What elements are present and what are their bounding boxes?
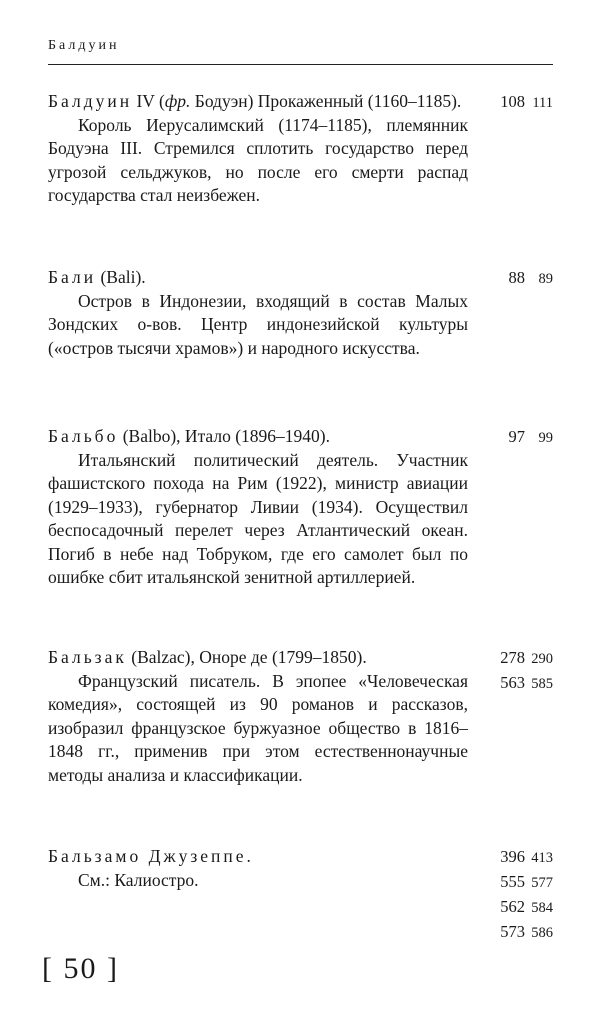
page-ref: 278	[500, 648, 525, 667]
entry-heading-text: (Balbo), Итало (1896–1940).	[118, 426, 330, 446]
entry-balzac	[48, 646, 553, 805]
entry-heading-text: IV (	[132, 91, 165, 111]
page-ref-secondary: 89	[538, 271, 553, 287]
page-ref: 563	[500, 673, 525, 692]
page-number: [ 50 ]	[42, 952, 119, 985]
entry-name: Бальзак	[48, 647, 127, 667]
entry-heading	[48, 845, 468, 869]
entry-name: Балдуин	[48, 91, 133, 111]
running-head: Балдуин	[48, 38, 120, 53]
page-ref: 97	[508, 427, 525, 446]
entry-description: Король Иерусалимский (1174–1185), племянник Бодуэна III. Стремился сплотить государство перед угрозой сельджуков, но после его смерти распад государства стал неизбежен.	[48, 114, 468, 205]
page-ref-row	[489, 90, 553, 115]
entry-bali	[48, 266, 553, 378]
entry-balsamo	[48, 845, 553, 941]
page-ref: 573	[500, 922, 525, 941]
page-references	[489, 266, 553, 291]
page-ref-row	[489, 425, 553, 450]
entry-name: Бальбо	[48, 426, 119, 446]
entry-description: Французский писатель. В эпопее «Человеческая комедия», состоящей из 90 романов и рассказов, изобразил французское буржуазное общество в 1816–1848 гг., применив при этом естественнонаучные методы анализа и классификации.	[48, 670, 468, 785]
language-abbrev: фр.	[164, 91, 191, 111]
page-ref: 88	[508, 268, 525, 287]
page-ref-row	[489, 671, 553, 696]
page-ref-secondary: 586	[531, 925, 553, 941]
page-ref-secondary: 111	[532, 95, 553, 111]
entry-heading-text: (Balzac), Оноре де (1799–1850).	[126, 647, 367, 667]
header-rule	[48, 64, 553, 65]
page-references	[489, 845, 553, 945]
page-ref: 555	[500, 872, 525, 891]
entry-balduin	[48, 90, 553, 225]
page-ref-secondary: 413	[531, 850, 553, 866]
page-references	[489, 646, 553, 696]
page-ref: 108	[500, 92, 525, 111]
entry-heading	[48, 266, 468, 290]
page-ref-secondary: 584	[531, 900, 553, 916]
page-ref-secondary: 290	[531, 651, 553, 667]
page-ref-row	[489, 870, 553, 895]
page-ref-secondary: 577	[531, 875, 553, 891]
entry-heading-text: Бодуэн) Прокаженный (1160–1185).	[190, 91, 462, 111]
page-references	[489, 425, 553, 450]
page-ref-row	[489, 266, 553, 291]
entry-heading	[48, 646, 468, 670]
entry-heading	[48, 425, 468, 449]
page-ref-secondary: 99	[538, 430, 553, 446]
entry-balbo	[48, 425, 553, 607]
page-ref-row	[489, 646, 553, 671]
page-ref-row	[489, 920, 553, 945]
page-ref-secondary: 585	[531, 676, 553, 692]
page-ref-row	[489, 895, 553, 920]
entry-cross-reference: См.: Калиостро.	[78, 869, 199, 890]
entry-heading-text: (Bali).	[96, 267, 146, 287]
entry-name: Бали	[48, 267, 97, 287]
entry-heading	[48, 90, 468, 114]
entry-description: Остров в Индонезии, входящий в состав Малых Зондских о-вов. Центр индонезийской культуры («остров тысячи храмов») и народного искусства.	[48, 290, 468, 358]
page-ref: 396	[500, 847, 525, 866]
entry-name: Бальзамо Джузеппе.	[48, 846, 254, 866]
page-ref-row	[489, 845, 553, 870]
entry-description: Итальянский политический деятель. Участник фашистского похода на Рим (1922), министр авиации (1929–1933), губернатор Ливии (1934). Осуществил беспосадочный перелет через Атлантический океан. Погиб в небе над Тобруком, где его самолет был по ошибке сбит итальянской зенитной артиллерией.	[48, 449, 468, 587]
page-ref: 562	[500, 897, 525, 916]
page-references	[489, 90, 553, 115]
